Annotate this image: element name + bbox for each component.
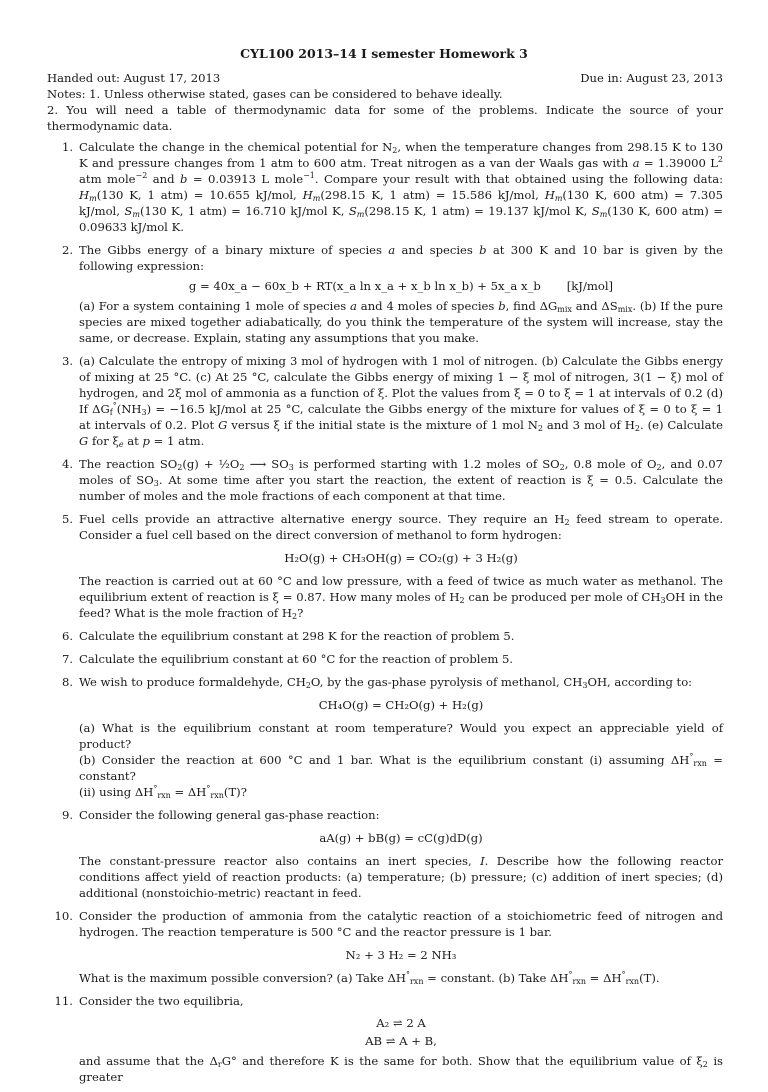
problem-number: 9. xyxy=(61,808,73,822)
problem-text-2: (a) For a system containing 1 mole of species a and 4 moles of species b, find $\Delta G_{mix}$ and $\Delta S_{mix}$. (b) If the pure species are mixed together adiabatically, do you think the temperature of the system will increase, stay the same, or decrease. Explain, stating any assumptions that you make. xyxy=(79,299,724,345)
problem-9 xyxy=(47,807,723,901)
due-date: Due in: August 23, 2013 xyxy=(580,71,723,85)
equilibrium-1: A₂ ⇌ 2 A xyxy=(376,1016,426,1030)
problem-number: 11. xyxy=(54,994,73,1008)
problem-2 xyxy=(47,242,723,346)
handed-out-date: Handed out: August 17, 2013 xyxy=(47,71,221,85)
problem-text: Consider the production of ammonia from the catalytic reaction of a stoichiometric feed of nitrogen and hydrogen. The reaction temperature is 500 °C and the reactor pressure is 1 bar. xyxy=(79,909,723,939)
note-2: 2. You will need a table of thermodynamic data for some of the problems. Indicate the source of your thermodynamic data. xyxy=(47,103,723,133)
dates-row xyxy=(47,70,723,86)
problem-list xyxy=(47,139,723,1092)
problem-number: 2. xyxy=(61,243,73,257)
problem-number: 3. xyxy=(61,354,73,368)
problem-text: Fuel cells provide an attractive alternative energy source. They require an $H_2$ feed stream to operate. Consider a fuel cell based on the direct conversion of methanol to form hydrogen: xyxy=(79,512,723,542)
page-title: CYL100 2013–14 I semester Homework 3 xyxy=(240,46,528,61)
problem-number: 1. xyxy=(61,140,73,154)
problem-text: Calculate the equilibrium constant at 298 K for the reaction of problem 5. xyxy=(79,629,515,643)
problem-text: Consider the two equilibria, xyxy=(79,994,244,1008)
problem-1 xyxy=(47,139,723,235)
problem-number: 8. xyxy=(61,675,73,689)
problem-8 xyxy=(47,674,723,800)
problem-text-4: (ii) using $\Delta H^\circ_{rxn} = \Delta H^\circ_{rxn}(T)$? xyxy=(79,784,247,800)
problem-10 xyxy=(47,908,723,986)
problem-number: 6. xyxy=(61,629,73,643)
problem-6 xyxy=(47,628,723,644)
problem-number: 7. xyxy=(61,652,73,666)
problem-text: The reaction $SO_2(g)$ + $\frac{1}{2}O_2$ ⟶ $SO_3$ is performed starting with 1.2 moles of $SO_2$, 0.8 mole of $O_2$, and 0.07 moles of $SO_3$. At some time after you start the reaction, the extent of reaction is ξ = 0.5. Calculate the number of moles and the mole fractions of each component at that time. xyxy=(79,457,723,503)
problem-text: Consider the following general gas-phase reaction: xyxy=(79,808,380,822)
problem-5 xyxy=(47,511,723,621)
equilibrium-2: AB ⇌ A + B, xyxy=(365,1034,437,1048)
problem-text: (a) Calculate the entropy of mixing 3 mol of hydrogen with 1 mol of nitrogen. (b) Calculate the Gibbs energy of mixing at 25 °C. (c) At 25 °C, calculate the Gibbs energy of mixing 1 − ξ mol of nitrogen, 3(1 − ξ) mol of hydrogen, and 2ξ mol of ammonia as a function of ξ. Plot the values from ξ = 0 to ξ = 1 at intervals of 0.2 (d) If $\Delta G_f^\circ(NH_3) = -16.5$ kJ/mol at 25 °C, calculate the Gibbs energy of the mixture for values of ξ = 0 to ξ = 1 at intervals of 0.2. Plot G versus ξ if the initial state is the mixture of 1 mol $N_2$ and 3 mol of $H_2$. (e) Calculate G for $\xi_e$ at p = 1 atm. xyxy=(79,354,724,449)
problem-text: We wish to produce formaldehyde, $CH_2O$, by the gas-phase pyrolysis of methanol, $CH_3OH$, according to: xyxy=(79,675,693,690)
problem-text-2: and assume that the $\Delta_rG^\circ$ and therefore K is the same for both. Show that the equilibrium value of $\xi_2$ is greater xyxy=(79,1054,723,1084)
problem-text-2: The constant-pressure reactor also contains an inert species, I. Describe how the following reactor conditions affect yield of reaction products: (a) temperature; (b) pressure; (c) addition of inert species; (d) additional (nonstoichio-metric) reactant in feed. xyxy=(79,854,723,900)
note-1: Notes: 1. Unless otherwise stated, gases can be considered to behave ideally. xyxy=(47,87,503,101)
problem-text-3: (b) Consider the reaction at 600 °C and 1 bar. What is the equilibrium constant (i) assuming $\Delta H^\circ_{rxn}$ = constant? xyxy=(79,752,723,783)
problem-text-2: What is the maximum possible conversion? (a) Take $\Delta H^\circ_{rxn}$ = constant. (b) Take $\Delta H^\circ_{rxn} = \Delta H^\circ_{rxn}(T)$. xyxy=(79,970,660,986)
pyrolysis-equation: CH₄O(g) = CH₂O(g) + H₂(g) xyxy=(318,698,484,712)
notes xyxy=(47,86,723,134)
problem-number: 10. xyxy=(54,909,73,923)
problem-3 xyxy=(47,353,723,449)
problem-11 xyxy=(47,993,723,1085)
problem-number: 5. xyxy=(61,512,73,526)
problem-text-2: (a) What is the equilibrium constant at room temperature? Would you expect an appreciable yield of product? xyxy=(79,721,723,751)
problem-number: 4. xyxy=(61,457,73,471)
problem-text-2: The reaction is carried out at 60 °C and low pressure, with a feed of twice as much water as methanol. The equilibrium extent of reaction is ξ = 0.87. How many moles of $H_2$ can be produced per mole of $CH_3OH$ in the feed? What is the mole fraction of $H_2$? xyxy=(79,574,723,621)
problem-4 xyxy=(47,456,723,504)
problem-text: The Gibbs energy of a binary mixture of species a and species b at 300 K and 10 bar is given by the following expression: xyxy=(79,243,723,273)
ammonia-equation: N₂ + 3 H₂ = 2 NH₃ xyxy=(345,948,457,962)
general-reaction-equation: aA(g) + bB(g) = cC(g)dD(g) xyxy=(319,831,483,845)
problem-7 xyxy=(47,651,723,667)
problem-text: Calculate the equilibrium constant at 60 °C for the reaction of problem 5. xyxy=(79,652,514,666)
methanol-reforming-equation: H₂O(g) + CH₃OH(g) = CO₂(g) + 3 H₂(g) xyxy=(284,551,518,565)
gibbs-equation: g = 40x_a − 60x_b + RT(x_a ln x_a + x_b ln x_b) + 5x_a x_b [kJ/mol] xyxy=(188,279,614,293)
problem-text: Calculate the change in the chemical potential for $N_2$, when the temperature changes from 298.15 K to 130 K and pressure changes from 1 atm to 600 atm. Treat nitrogen as a van der Waals gas with a = 1.39000 $L^2$ atm mole$^{-2}$ and b = 0.03913 L mole$^{-1}$. Compare your result with that obtained using the following data: $H_m(130$ K, 1 atm) = 10.655 kJ/mol, $H_m(298.15$ K, 1 atm) = 15.586 kJ/mol, $H_m(130$ K, 600 atm) = 7.305 kJ/mol, $S_m(130$ K, 1 atm) = 16.710 kJ/mol K, $S_m(298.15$ K, 1 atm) = 19.137 kJ/mol K, $S_m(130$ K, 600 atm) = 0.09633 kJ/mol K. xyxy=(79,140,724,234)
